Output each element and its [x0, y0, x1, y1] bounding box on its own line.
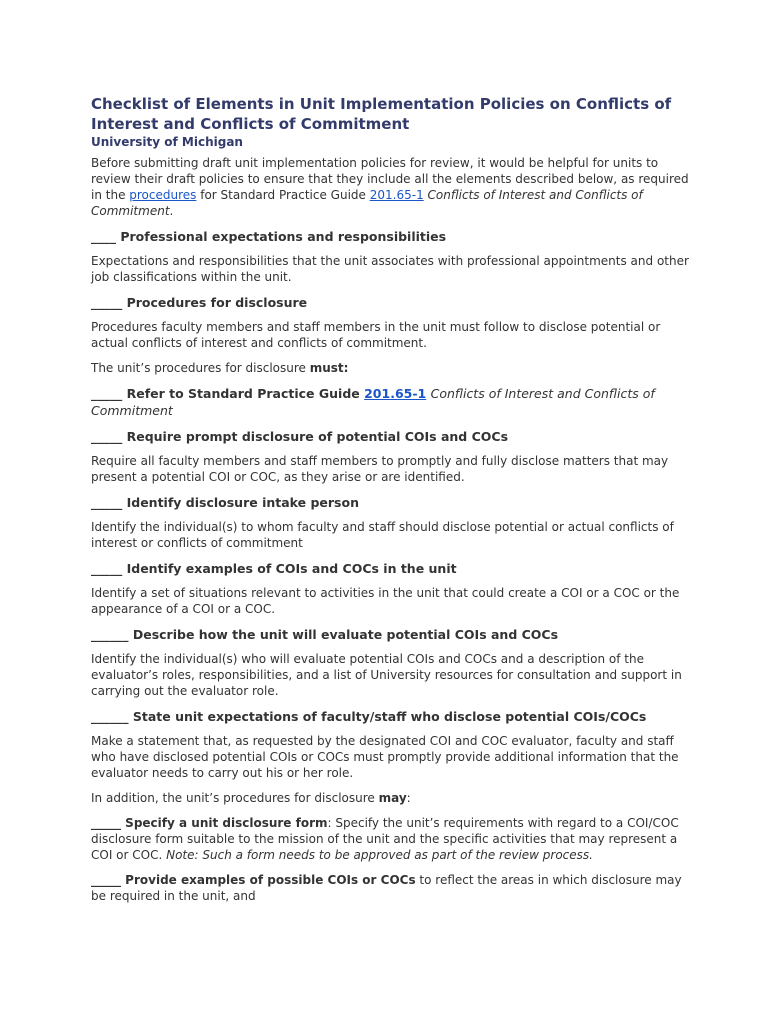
- section-body-expectations-disclosers: Make a statement that, as requested by the designated COI and COC evaluator, faculty and staff who have disclosed potential COIs or COCs must promptly provide additional information that the evaluator needs to carry out his or her role.: [91, 734, 679, 780]
- section-body-procedures-for-disclosure: Procedures faculty members and staff members in the unit must follow to disclose potential or actual conflicts of interest and conflicts of commitment.: [91, 320, 661, 350]
- intro-paragraph: Before submitting draft unit implementation policies for review, it would be helpful for units to review their draft policies to ensure that they include all the elements described below, as required in the procedures for Standard Practice Guide 201.65-1 Conflicts of Interest and Conflicts of Commitment.: [91, 156, 689, 218]
- section-heading-prompt-disclosure: _____ Require prompt disclosure of potential COIs and COCs: [91, 429, 509, 444]
- section-unit-disclosure-form: _____ Specify a unit disclosure form: Specify the unit’s requirements with regard to a COI/COC disclosure form suitable to the mission of the unit and the specific activities that may represent a COI or COC. Note: Such a form needs to be approved as part of the review process.: [91, 816, 679, 862]
- section-heading-unit-disclosure-form: _____ Specify a unit disclosure form: [91, 816, 328, 830]
- spg-201-65-1-link[interactable]: 201.65-1: [369, 188, 424, 202]
- section-heading-intake-person: _____ Identify disclosure intake person: [91, 495, 359, 510]
- section-heading-provide-examples: _____ Provide examples of possible COIs or COCs: [91, 873, 416, 887]
- section-body-evaluate: Identify the individual(s) who will evaluate potential COIs and COCs and a description of the evaluator’s roles, responsibilities, and a list of University resources for consultation and support in carrying out the evaluator role.: [91, 652, 682, 698]
- procedures-link[interactable]: procedures: [129, 188, 197, 202]
- section-body-prompt-disclosure: Require all faculty members and staff members to promptly and fully disclose matters that may present a potential COI or COC, as they arise or are identified.: [91, 454, 669, 484]
- must-statement: The unit’s procedures for disclosure must:: [91, 361, 349, 375]
- section-provide-examples: _____ Provide examples of possible COIs or COCs to reflect the areas in which disclosure may be required in the unit, and: [91, 873, 682, 903]
- section-heading-examples: _____ Identify examples of COIs and COCs in the unit: [91, 561, 457, 576]
- section-body-examples: Identify a set of situations relevant to activities in the unit that could create a COI or a COC or the appearance of a COI or a COC.: [91, 586, 680, 616]
- section-heading-procedures-for-disclosure: _____ Procedures for disclosure: [91, 295, 308, 310]
- section-heading-expectations-disclosers: ______ State unit expectations of faculty/staff who disclose potential COIs/COCs: [91, 709, 647, 724]
- document-subtitle: University of Michigan: [91, 135, 243, 149]
- document-title: Checklist of Elements in Unit Implementation Policies on Conflicts of Interest and Conflicts of Commitment: [91, 95, 672, 133]
- section-heading-evaluate: ______ Describe how the unit will evaluate potential COIs and COCs: [91, 627, 559, 642]
- section-body-professional-expectations: Expectations and responsibilities that the unit associates with professional appointments and other job classifications within the unit.: [91, 254, 689, 284]
- section-heading-refer-to-spg: _____ Refer to Standard Practice Guide 201.65-1 Conflicts of Interest and Conflicts of Commitment: [91, 386, 655, 418]
- document-content: [91, 94, 691, 904]
- may-statement: In addition, the unit’s procedures for disclosure may:: [91, 791, 411, 805]
- section-body-intake-person: Identify the individual(s) to whom faculty and staff should disclose potential or actual conflicts of interest or conflicts of commitment: [91, 520, 674, 550]
- spg-201-65-1-link-2[interactable]: 201.65-1: [364, 386, 427, 401]
- section-heading-professional-expectations: ____ Professional expectations and responsibilities: [91, 229, 447, 244]
